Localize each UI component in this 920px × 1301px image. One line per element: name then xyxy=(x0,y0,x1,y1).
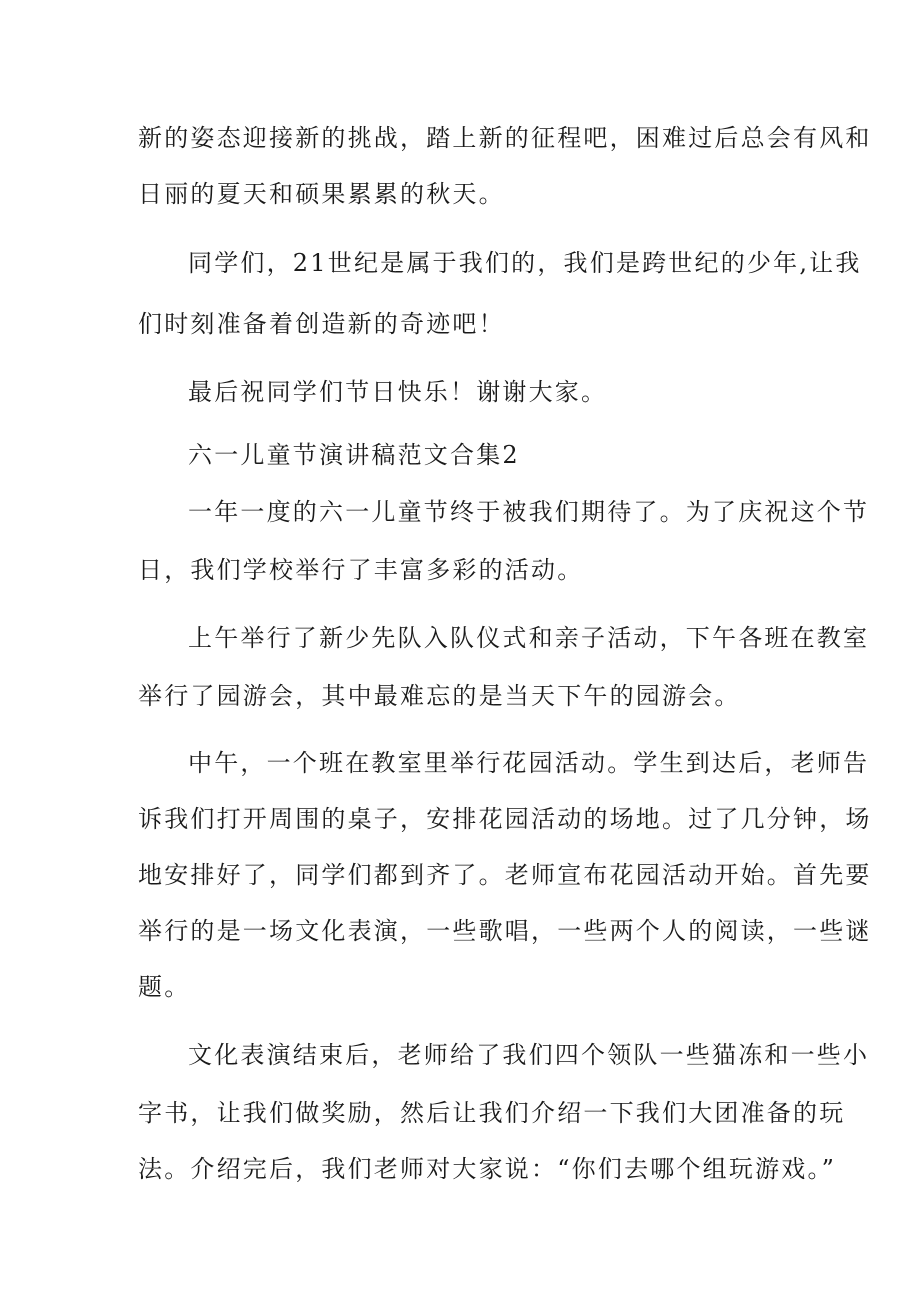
paragraph-line: 上午举行了新少先队入队仪式和亲子活动，下午各班在教室 xyxy=(188,624,870,652)
paragraph-line: 地安排好了，同学们都到齐了。老师宣布花园活动开始。首先要 xyxy=(138,861,872,889)
paragraph-line: 一年一度的六一儿童节终于被我们期待了。为了庆祝这个节 xyxy=(188,498,870,526)
paragraph-line: 同学们，21世纪是属于我们的，我们是跨世纪的少年,让我 xyxy=(188,249,862,277)
paragraph-line: 新的姿态迎接新的挑战，踏上新的征程吧，困难过后总会有风和 xyxy=(138,124,872,152)
paragraph-line: 举行的是一场文化表演，一些歌唱，一些两个人的阅读，一些谜 xyxy=(138,917,872,945)
paragraph-line: 字书，让我们做奖励，然后让我们介绍一下我们大团准备的玩 xyxy=(138,1099,846,1127)
paragraph-line: 法。介绍完后，我们老师对大家说：“你们去哪个组玩游戏。” xyxy=(138,1155,837,1183)
paragraph-line: 日，我们学校举行了丰富多彩的活动。 xyxy=(138,556,584,584)
paragraph-line: 日丽的夏天和硕果累累的秋天。 xyxy=(138,180,505,208)
paragraph-line: 举行了园游会，其中最难忘的是当天下午的园游会。 xyxy=(138,682,741,710)
paragraph-line: 文化表演结束后，老师给了我们四个领队一些猫冻和一些小 xyxy=(188,1041,870,1069)
section-heading: 六一儿童节演讲稿范文合集2 xyxy=(188,441,520,469)
paragraph-line: 诉我们打开周围的桌子，安排花园活动的场地。过了几分钟，场 xyxy=(138,805,872,833)
paragraph-line: 题。 xyxy=(138,973,191,1001)
paragraph-line: 中午，一个班在教室里举行花园活动。学生到达后，老师告 xyxy=(188,749,870,777)
paragraph-line: 最后祝同学们节日快乐！谢谢大家。 xyxy=(188,378,608,406)
paragraph-line: 们时刻准备着创造新的奇迹吧！ xyxy=(138,310,505,338)
